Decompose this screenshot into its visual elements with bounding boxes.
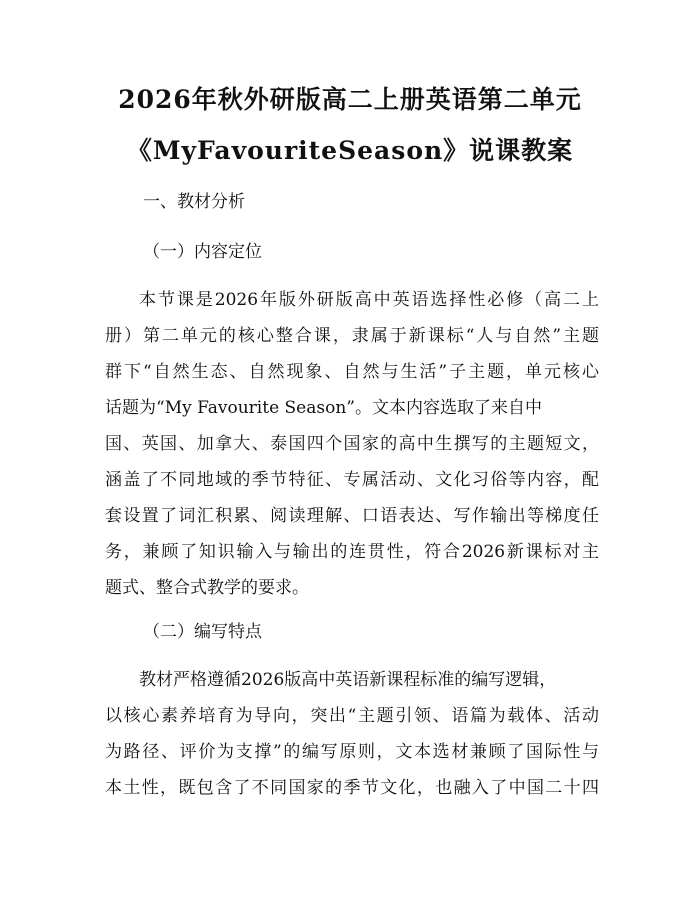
- paragraph-line: 以核心素养培育为导向，突出“主题引领、语篇为载体、活动: [105, 706, 599, 726]
- paragraph-content-positioning: [105, 282, 599, 606]
- document-title-line-2: 《MyFavouriteSeason》说课教案: [126, 136, 574, 165]
- subsection-heading-content-positioning: （一）内容定位: [143, 242, 262, 262]
- paragraph-line: 题式、整合式教学的要求。: [105, 578, 309, 598]
- document-title-line-1: 2026年秋外研版高二上册英语第二单元: [118, 85, 582, 114]
- paragraph-line: 涵盖了不同地域的季节特征、专属活动、文化习俗等内容，配: [105, 470, 599, 490]
- paragraph-line: 教材严格遵循2026版高中英语新课程标准的编写逻辑，: [139, 670, 557, 690]
- paragraph-line: 册）第二单元的核心整合课，隶属于新课标“人与自然”主题: [105, 326, 599, 346]
- paragraph-line: 本节课是2026年版外研版高中英语选择性必修（高二上: [139, 290, 599, 310]
- paragraph-line: 本土性，既包含了不同国家的季节文化，也融入了中国二十四: [105, 778, 599, 798]
- paragraph-line: 为路径、评价为支撑”的编写原则，文本选材兼顾了国际性与: [105, 742, 599, 762]
- paragraph-line: 话题为“My Favourite Season”。文本内容选取了来自中: [105, 398, 542, 418]
- subsection-heading-writing-features: （二）编写特点: [143, 622, 262, 642]
- paragraph-line: 务，兼顾了知识输入与输出的连贯性，符合2026新课标对主: [105, 542, 599, 562]
- paragraph-writing-features: [105, 662, 599, 806]
- paragraph-line: 群下“自然生态、自然现象、自然与生活”子主题，单元核心: [105, 362, 599, 382]
- paragraph-line: 国、英国、加拿大、泰国四个国家的高中生撰写的主题短文，: [105, 434, 599, 454]
- paragraph-line: 套设置了词汇积累、阅读理解、口语表达、写作输出等梯度任: [105, 506, 599, 526]
- section-heading-textbook-analysis: 一、教材分析: [143, 192, 245, 212]
